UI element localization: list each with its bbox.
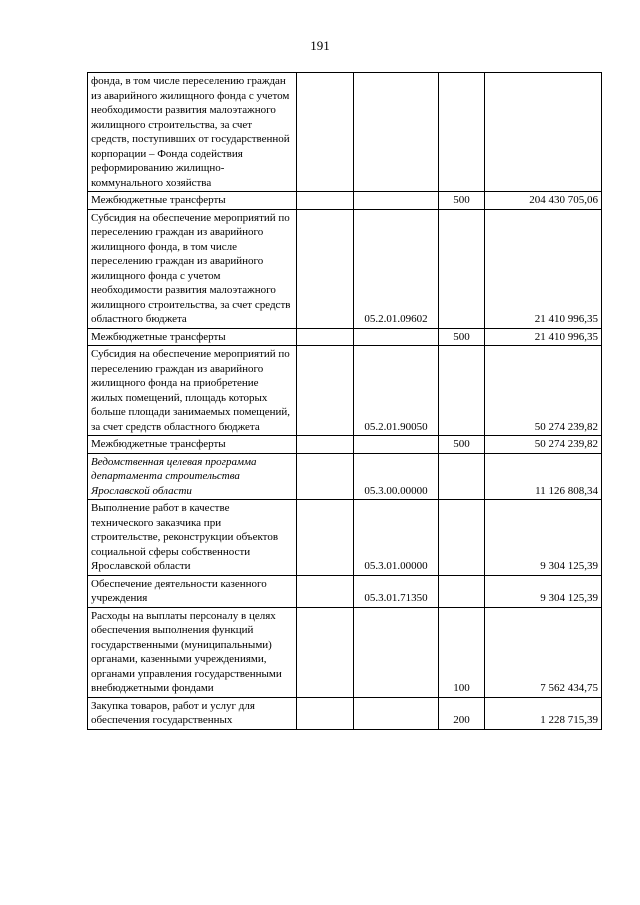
target-code-cell (354, 607, 439, 697)
amount-cell: 9 304 125,39 (485, 575, 602, 607)
amount-cell: 50 274 239,82 (485, 436, 602, 454)
table-row (88, 73, 602, 192)
target-code-cell (354, 328, 439, 346)
target-code-cell (354, 436, 439, 454)
target-code-cell (354, 192, 439, 210)
expense-type-cell (439, 500, 485, 576)
expense-type-cell: 500 (439, 436, 485, 454)
expense-type-cell (439, 73, 485, 192)
amount-cell: 50 274 239,82 (485, 346, 602, 436)
expense-type-cell: 500 (439, 192, 485, 210)
table-row (88, 575, 602, 607)
expense-type-cell (439, 209, 485, 328)
expense-name-cell: Субсидия на обеспечение мероприятий по переселению граждан из аварийного жилищного фонда, в том числе переселению граждан из аварийного жилищного фонда с учетом необходимости развития малоэтажного жилищного строительства, за счет средств областного бюджета (88, 209, 297, 328)
expense-name-cell: Обеспечение деятельности казенного учреждения (88, 575, 297, 607)
blank-cell (297, 436, 354, 454)
amount-cell: 21 410 996,35 (485, 209, 602, 328)
target-code-cell: 05.3.01.00000 (354, 500, 439, 576)
table-row (88, 192, 602, 210)
blank-cell (297, 328, 354, 346)
amount-cell: 7 562 434,75 (485, 607, 602, 697)
amount-cell: 9 304 125,39 (485, 500, 602, 576)
table-row (88, 436, 602, 454)
expense-type-cell (439, 575, 485, 607)
blank-cell (297, 192, 354, 210)
amount-cell: 11 126 808,34 (485, 453, 602, 500)
table-row (88, 453, 602, 500)
target-code-cell: 05.2.01.90050 (354, 346, 439, 436)
table-row (88, 607, 602, 697)
amount-cell (485, 73, 602, 192)
target-code-cell: 05.3.00.00000 (354, 453, 439, 500)
expense-name-cell: Субсидия на обеспечение мероприятий по переселению граждан из аварийного жилищного фонда на приобретение жилых помещений, площадь которых больше площади занимаемых помещений, за счет средств областного бюджета (88, 346, 297, 436)
expense-name-cell: Межбюджетные трансферты (88, 436, 297, 454)
expense-name-cell: Межбюджетные трансферты (88, 192, 297, 210)
amount-cell: 1 228 715,39 (485, 697, 602, 729)
table-row (88, 697, 602, 729)
expense-name-cell: Выполнение работ в качестве технического заказчика при строительстве, реконструкции объектов социальной сферы собственности Ярославской области (88, 500, 297, 576)
budget-table-body (88, 73, 602, 730)
blank-cell (297, 209, 354, 328)
expense-type-cell: 200 (439, 697, 485, 729)
expense-type-cell: 500 (439, 328, 485, 346)
expense-name-cell: фонда, в том числе переселению граждан из аварийного жилищного фонда с учетом необходимости развития малоэтажного жилищного строительства, за счет средств, поступивших от государственной корпорации – Фонда содействия реформированию жилищно-коммунального хозяйства (88, 73, 297, 192)
expense-name-cell: Расходы на выплаты персоналу в целях обеспечения выполнения функций государственными (муниципальными) органами, казенными учреждениями, органами управления государственными внебюджетными фондами (88, 607, 297, 697)
blank-cell (297, 346, 354, 436)
table-row (88, 500, 602, 576)
target-code-cell: 05.2.01.09602 (354, 209, 439, 328)
table-row (88, 346, 602, 436)
amount-cell: 204 430 705,06 (485, 192, 602, 210)
table-row (88, 328, 602, 346)
expense-name-cell: Межбюджетные трансферты (88, 328, 297, 346)
blank-cell (297, 575, 354, 607)
blank-cell (297, 697, 354, 729)
budget-table (87, 72, 602, 730)
blank-cell (297, 500, 354, 576)
blank-cell (297, 453, 354, 500)
expense-type-cell (439, 453, 485, 500)
page-number: 191 (310, 38, 330, 53)
expense-name-cell: Закупка товаров, работ и услуг для обеспечения государственных (88, 697, 297, 729)
expense-type-cell (439, 346, 485, 436)
amount-cell: 21 410 996,35 (485, 328, 602, 346)
expense-name-cell: Ведомственная целевая программа департамента строительства Ярославской области (88, 453, 297, 500)
table-row (88, 209, 602, 328)
target-code-cell (354, 697, 439, 729)
blank-cell (297, 607, 354, 697)
expense-type-cell: 100 (439, 607, 485, 697)
blank-cell (297, 73, 354, 192)
target-code-cell (354, 73, 439, 192)
target-code-cell: 05.3.01.71350 (354, 575, 439, 607)
